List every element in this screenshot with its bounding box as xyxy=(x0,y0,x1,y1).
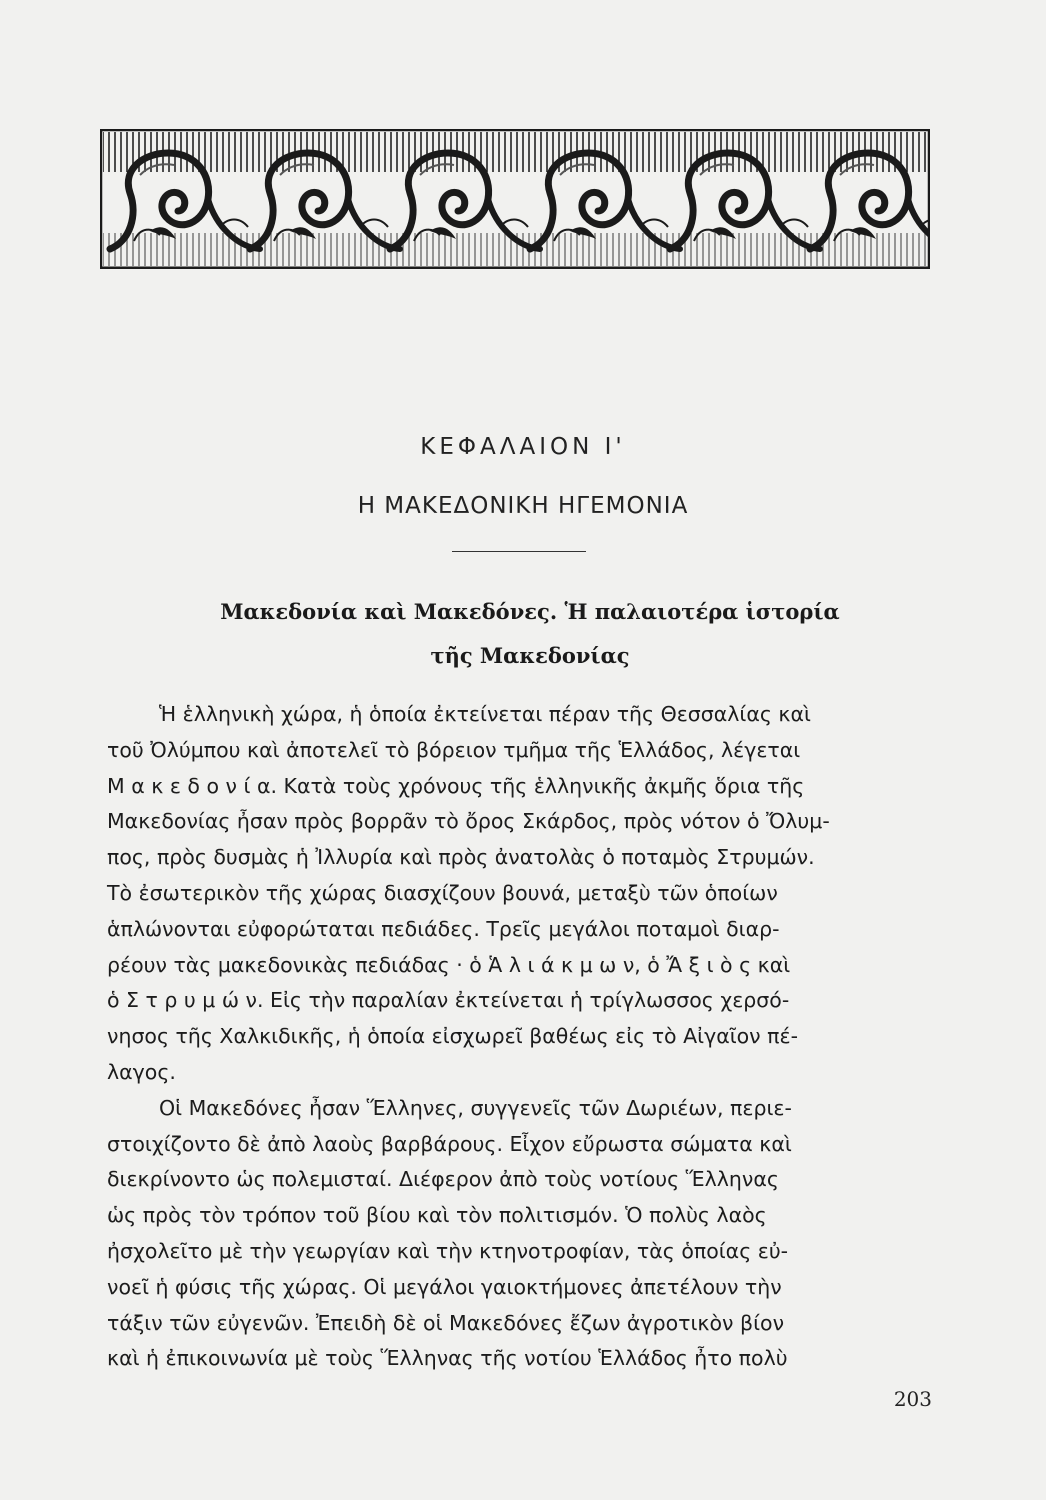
text-line: Ἡ ἑλληνικὴ χώρα, ἡ ὁποία ἐκτείνεται πέραν τῆς Θεσσαλίας καὶ xyxy=(159,702,811,726)
body-paragraphs xyxy=(107,697,935,1377)
section-heading xyxy=(150,590,910,678)
text-line: ρέουν τὰς μακεδονικὰς πεδιάδας · ὁ Ἁ λ ι ά κ μ ω ν, ὁ Ἄ ξ ι ὸ ς καὶ xyxy=(107,952,791,977)
chapter-title: Η ΜΑΚΕΔΟΝΙΚΗ ΗΓΕΜΟΝΙΑ xyxy=(357,493,689,519)
section-heading-line: τῆς Μακεδονίας xyxy=(430,643,630,668)
text-line: στοιχίζοντο δὲ ἀπὸ λαοὺς βαρβάρους. Εἶχον εὔρωστα σώματα καὶ xyxy=(107,1131,792,1156)
title-divider xyxy=(452,551,586,552)
section-heading-line: Μακεδονία καὶ Μακεδόνες. Ἡ παλαιοτέρα ἱστορία xyxy=(220,599,840,624)
chapter-number: ΚΕΦΑΛΑΙΟΝ Ι' xyxy=(420,434,626,460)
text-line: ἠσχολεῖτο μὲ τὴν γεωργίαν καὶ τὴν κτηνοτροφίαν, τὰς ὁποίας εὐ- xyxy=(107,1238,789,1263)
text-line: τάξιν τῶν εὐγενῶν. Ἐπειδὴ δὲ οἱ Μακεδόνες ἔζων ἀγροτικὸν βίον xyxy=(107,1310,785,1335)
text-line: νοεῖ ἡ φύσις τῆς χώρας. Οἱ μεγάλοι γαιοκτήμονες ἀπετέλουν τὴν xyxy=(107,1274,782,1299)
page-number: 203 xyxy=(893,1387,932,1411)
wave-scroll-ornament xyxy=(100,129,930,269)
text-line: πος, πρὸς δυσμὰς ἡ Ἰλλυρία καὶ πρὸς ἀνατολὰς ὁ ποταμὸς Στρυμών. xyxy=(107,845,815,870)
text-line: ὁ Σ τ ρ υ μ ώ ν. Εἰς τὴν παραλίαν ἐκτείνεται ἡ τρίγλωσσος χερσό- xyxy=(107,988,790,1013)
text-line: τοῦ Ὀλύμπου καὶ ἀποτελεῖ τὸ βόρειον τμῆμα τῆς Ἑλλάδος, λέγεται xyxy=(107,737,801,762)
text-line: Μ α κ ε δ ο ν ί α. Κατὰ τοὺς χρόνους τῆς ἑλληνικῆς ἀκμῆς ὅρια τῆς xyxy=(107,773,805,798)
text-line: ἁπλώνονται εὐφορώταται πεδιάδες. Τρεῖς μεγάλοι ποταμοὶ διαρ- xyxy=(107,916,780,941)
text-line: λαγος. xyxy=(107,1059,176,1084)
text-line: Μακεδονίας ἦσαν πρὸς βορρᾶν τὸ ὄρος Σκάρδος, πρὸς νότον ὁ Ὄλυμ- xyxy=(107,809,830,834)
text-line: ὡς πρὸς τὸν τρόπον τοῦ βίου καὶ τὸν πολιτισμόν. Ὁ πολὺς λαὸς xyxy=(107,1203,767,1228)
text-line: καὶ ἡ ἐπικοινωνία μὲ τοὺς Ἕλληνας τῆς νοτίου Ἑλλάδος ἦτο πολὺ xyxy=(107,1346,788,1371)
text-line: Τὸ ἐσωτερικὸν τῆς χώρας διασχίζουν βουνά, μεταξὺ τῶν ὁποίων xyxy=(107,880,778,905)
text-line: διεκρίνοντο ὡς πολεμισταί. Διέφερον ἀπὸ τοὺς νοτίους Ἕλληνας xyxy=(107,1167,779,1192)
text-line: νησος τῆς Χαλκιδικῆς, ἡ ὁποία εἰσχωρεῖ βαθέως εἰς τὸ Αἰγαῖον πέ- xyxy=(107,1024,798,1049)
text-line: Οἱ Μακεδόνες ἦσαν Ἕλληνες, συγγενεῖς τῶν Δωριέων, περιε- xyxy=(159,1095,792,1120)
